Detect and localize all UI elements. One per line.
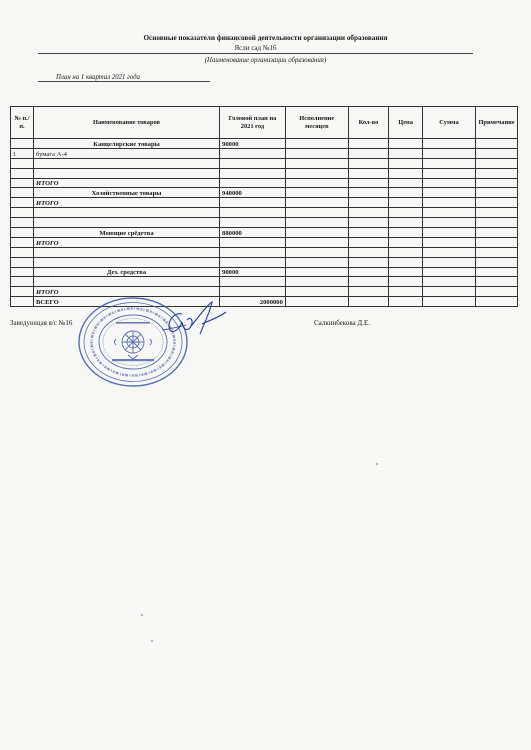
column-header: № п./п. <box>11 107 34 139</box>
column-header: Исполнение месяцев <box>285 107 348 139</box>
plan-value: 880000 <box>220 228 286 238</box>
organization-caption: (Наименование организации образования) <box>204 57 327 64</box>
table-row <box>11 158 518 168</box>
column-header: Кол-во <box>348 107 389 139</box>
organization-name: Ясли сад №16 <box>38 44 473 54</box>
table-header-row <box>11 107 518 139</box>
grand-total-label: ВСЕГО <box>33 297 219 307</box>
subtotal-label: ИТОГО <box>33 287 219 297</box>
plan-value: 90000 <box>220 139 286 149</box>
table-row <box>11 208 518 218</box>
document-title: Основные показатели финансовой деятельности организации образования <box>143 34 388 42</box>
table-row <box>11 218 518 228</box>
scan-speck <box>376 463 378 465</box>
subtotal-label: ИТОГО <box>33 198 219 208</box>
position-title: Заведующая я/с №16 <box>10 319 73 327</box>
row-number: 1 <box>11 148 34 158</box>
table-row <box>11 247 518 257</box>
category-name: Канцелярские товары <box>33 139 219 149</box>
column-header: Наименование товаров <box>33 107 219 139</box>
table-row <box>11 168 518 178</box>
table-row <box>11 139 518 149</box>
scan-speck <box>141 614 143 616</box>
plan-value: 940000 <box>220 188 286 198</box>
table-row <box>11 178 518 188</box>
plan-period: План на 1 квартал 2021 года <box>38 74 210 82</box>
grand-total-value: 2000000 <box>220 297 286 307</box>
table-row <box>11 148 518 158</box>
table-row <box>11 267 518 277</box>
table-row <box>11 237 518 247</box>
column-header: Головой план на 2021 год <box>220 107 286 139</box>
signatory-name: Салкинбекова Д.Е. <box>314 319 370 327</box>
category-name: Хозяйственные товары <box>33 188 219 198</box>
column-header: Цена <box>389 107 422 139</box>
handwritten-signature <box>160 300 235 340</box>
column-header: Примечание <box>476 107 518 139</box>
subtotal-label: ИТОГО <box>33 178 219 188</box>
category-name: Дез. средства <box>33 267 219 277</box>
column-header: Сумма <box>422 107 475 139</box>
table-row <box>11 228 518 238</box>
subtotal-label: ИТОГО <box>33 237 219 247</box>
table-row <box>11 277 518 287</box>
scan-speck <box>151 640 153 642</box>
table-row <box>11 257 518 267</box>
item-name: бумага А-4 <box>33 148 219 158</box>
financial-table <box>10 106 518 307</box>
category-name: Моющие срёдетва <box>33 228 219 238</box>
table-row <box>11 188 518 198</box>
table-row <box>11 198 518 208</box>
plan-value: 90000 <box>220 267 286 277</box>
